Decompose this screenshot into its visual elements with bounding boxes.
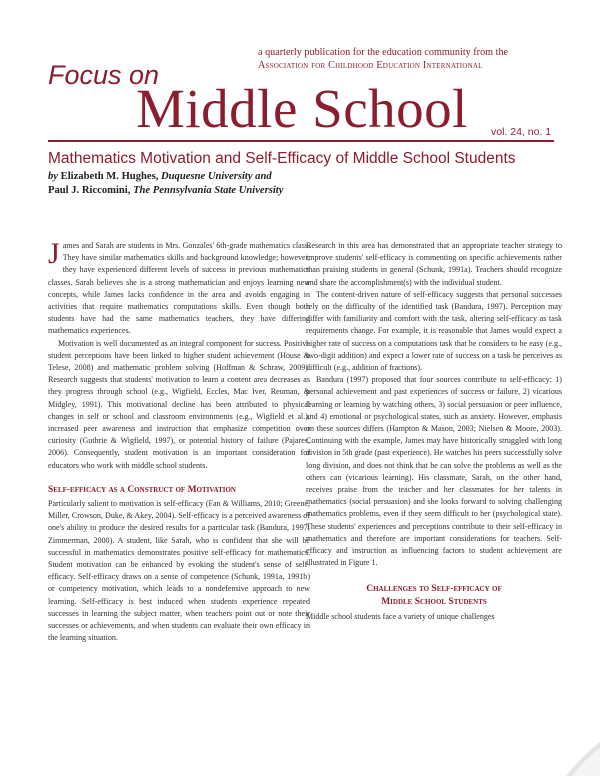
article-title: Mathematics Motivation and Self-Efficacy of Middle School Students <box>48 150 516 167</box>
masthead-focus: Focus on <box>48 60 160 90</box>
masthead-volume: vol. 24, no. 1 <box>491 126 552 138</box>
section-heading-self-efficacy: Self-efficacy as a Construct of Motivation <box>48 484 236 495</box>
affiliation-2: The Pennsylvania State University <box>133 185 284 196</box>
right-paragraph-4: Middle school students face a variety of unique challenges <box>306 612 495 622</box>
masthead-tagline: a quarterly publication for the education community from the <box>258 47 509 58</box>
section-heading-challenges <box>306 583 562 609</box>
section-heading-challenges-line-2: Middle School Students <box>381 597 487 608</box>
masthead-rule <box>48 140 554 142</box>
right-paragraph-1: Research in this area has demonstrated that an appropriate teacher strategy to improve students' self-efficacy is commenting on specific achievements rather than praising students in general (Schunk, 1991a). Teachers should recognize and share the accomplishment(s) with the individual student. <box>306 241 562 287</box>
masthead-org: Association for Childhood Education International <box>258 60 483 71</box>
masthead-title: Middle School <box>136 78 468 139</box>
page-curl-icon <box>562 738 600 776</box>
section-heading-challenges-line-1: Challenges to Self-efficacy of <box>366 584 502 595</box>
left-paragraph-1 <box>48 237 310 338</box>
author-1: Elizabeth M. Hughes, <box>60 171 159 182</box>
left-paragraph-1-text: ames and Sarah are students in Mrs. Gonzales' 6th-grade mathematics class. They have similar mathematics skills and background knowledge; however, they have experienced different levels of success in previous mathematics classes. Sarah believes she is a strong mathematician and enjoys learning new concepts, while James lacks confidence in the area and avoids engaging in activities that require mathematics computations skills. Even though both students have had the same mathematics teachers, they have differing mathematics experiences. <box>48 241 310 336</box>
right-paragraph-2: The content-driven nature of self-efficacy suggests that personal successes rely on the difficulty of the identified task (Bandura, 1997). Perception may differ with familiarity and comfort with the task, altering self-efficacy as task requirements change. For example, it is reasonable that James would expect a higher rate of success on a computations task that he considers to be easy (e.g., two-digit addition) and expect a lower rate of success on a task he perceives as difficult (e.g., addition of fractions). <box>306 289 562 373</box>
right-column <box>306 240 562 624</box>
byline <box>48 170 283 198</box>
byline-by: by <box>48 171 58 182</box>
affiliation-1: Duquesne University and <box>161 171 272 182</box>
left-paragraph-2: Motivation is well documented as an integral component for success. Positive student perceptions have been linked to higher student achievement (House & Telese, 2008) and mathematic problem solving (Hoffman & Schraw, 2009). Research suggests that students' motivation to learn a content area decreases as they progress through school (e.g., Wigfield, Eccles, Mac Iver, Reuman, & Midgley, 1991). This motivational decline has been attributed to physical changes in self or school and classroom environments (e.g., Wigfield et al.), increased peer awareness and instruction that emphasize competition over curiosity (Guthrie & Wigfield, 1997), or potential history of failure (Pajares, 2006). Consequently, student motivation is an important consideration for educators who work with middle school students. <box>48 338 310 470</box>
masthead-tagline-block <box>258 46 558 72</box>
author-2: Paul J. Riccomini, <box>48 185 131 196</box>
left-column <box>48 237 310 645</box>
left-paragraph-3: Particularly salient to motivation is self-efficacy (Fan & Williams, 2010; Greene, Miller, Crowson, Duke, & Akey, 2004). Self-efficacy is a perceived awareness of one's ability to produce the desired results for a particular task (Bandura, 1997; Zimmerman, 2000). A student, like Sarah, who is confident that she will be successful in mathematics demonstrates positive self-efficacy for mathematics. Student motivation can be enhanced by evoking the student's sense of self-efficacy. Self-efficacy draws on a sense of competence (Schunk, 1991a, 1991b) or competency motivation, which leads to a nondefensive approach to new learning. Self-efficacy is best induced when students experience repeated successes in learning the subject matter, when teachers point out or note their successes or achievements, and when students can evaluate their own efficacy in the learning situation. <box>48 499 310 643</box>
drop-cap: J <box>48 237 60 270</box>
right-paragraph-3: Bandura (1997) proposed that four sources contribute to self-efficacy: 1) personal achievement and past experiences of success or failure, 2) vicarious learning or learning by watching others, 3) social persuasion or peer influence, and 4) emotional or psychological states, such as anxiety. However, emphasis on these sources differs (Hampton & Mason, 2003; Nielsen & Moore, 2003). Continuing with the example, James may have historically struggled with long division in 5th grade (past experience). He watches his peers successfully solve long division, and does not think that he can solve the problems as well as the others can (vicarious learning). His classmate, Sarah, on the other hand, receives praise from the teacher and her classmates for her talents in mathematics (social persuasion) and she looks forward to solving challenging mathematics problems, even if they seem difficult to her (psychological state). These students' experiences and perceptions contribute to their self-efficacy in mathematics and therefore are important considerations for teachers. Self-efficacy and instruction as influencing factors to student achievement are illustrated in Figure 1. <box>306 375 562 568</box>
